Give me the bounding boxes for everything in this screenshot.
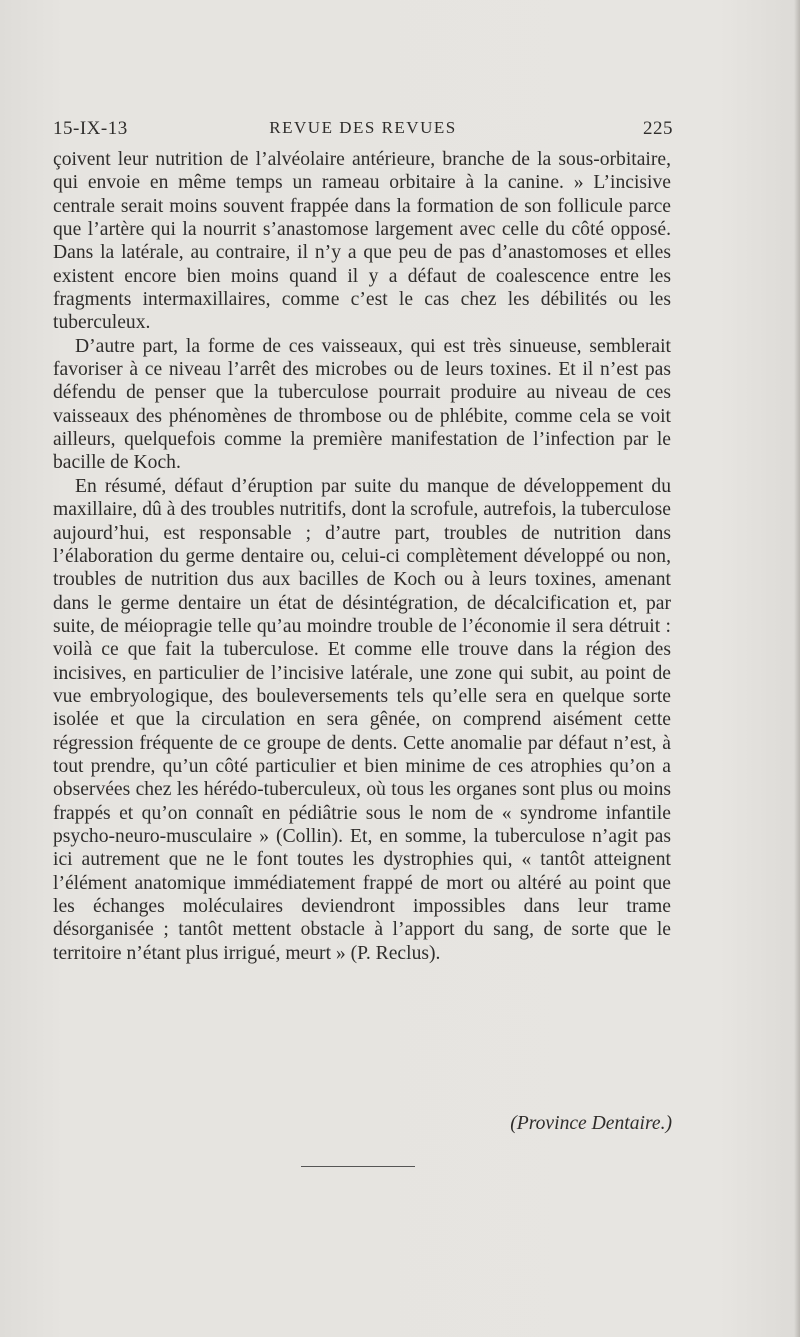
source-citation: (Province Dentaire.): [510, 1113, 672, 1134]
header-page-number: 225: [643, 118, 673, 139]
article-body: [53, 148, 671, 965]
header-running-title: REVUE DES REVUES: [269, 118, 457, 137]
paragraph-3: En résumé, défaut d’éruption par suite du manque de développement du maxillaire, dû à des troubles nutritifs, dont la scrofule, autrefois, la tuberculose aujourd’hui, est responsable ; d’autre part, troubles de nutrition dans l’élaboration du germe dentaire ou, celui-ci complètement développé ou non, troubles de nutrition dus aux bacilles de Koch ou à leurs toxines, amenant dans le germe dentaire un état de désintégration, de décalcification et, par suite, de méiopragie telle qu’au moindre trouble de l’économie il sera détruit : voilà ce que fait la tuberculose. Et comme elle trouve dans la région des incisives, en particulier de l’incisive latérale, une zone qui subit, au point de vue embryologique, des bouleversements tels qu’elle sera en quelque sorte isolée et que la circulation en sera gênée, on comprend aisément cette régression fréquente de ce groupe de dents. Cette anomalie par défaut n’est, à tout prendre, qu’un côté particulier et bien minime de ces atrophies qu’on a observées chez les hérédo-tuberculeux, où tous les organes sont plus ou moins frappés et qu’on connaît en pédiâtrie sous le nom de « syndrome infantile psycho-neuro-musculaire » (Collin). Et, en somme, la tuberculose n’agit pas ici autrement que ne le font toutes les dystrophies qui, « tantôt atteignent l’élément anatomique immédiatement frappé de mort ou altéré au point que les échanges moléculaires deviendront impossibles dans leur trame désorganisée ; tantôt mettent obstacle à l’apport du sang, de sorte que le territoire n’étant plus irrigué, meurt » (P. Reclus).: [53, 475, 671, 964]
section-divider: [301, 1166, 415, 1167]
header-date: 15-IX-13: [53, 118, 128, 139]
paragraph-2: D’autre part, la forme de ces vaisseaux, qui est très sinueuse, semblerait favoriser à ce niveau l’arrêt des microbes ou de leurs toxines. Et il n’est pas défendu de penser que la tuberculose pourrait produire au niveau de ces vaisseaux des phénomènes de thrombose ou de phlébite, comme cela se voit ailleurs, quelquefois comme la première manifestation de l’infection par le bacille de Koch.: [53, 335, 671, 474]
running-header: [53, 118, 673, 142]
page-edge-shadow: [794, 0, 800, 1337]
paragraph-1: çoivent leur nutrition de l’alvéolaire antérieure, branche de la sous-orbitaire, qui envoie en même temps un rameau orbitaire à la canine. » L’incisive centrale serait moins souvent frappée dans la formation de son follicule parce que l’artère qui la nourrit s’anastomose largement avec celle du côté opposé. Dans la latérale, au contraire, il n’y a que peu de pas d’anastomoses et elles existent encore bien moins quand il y a défaut de coalescence entre les fragments intermaxillaires, comme c’est le cas chez les débilités ou les tuberculeux.: [53, 149, 671, 334]
